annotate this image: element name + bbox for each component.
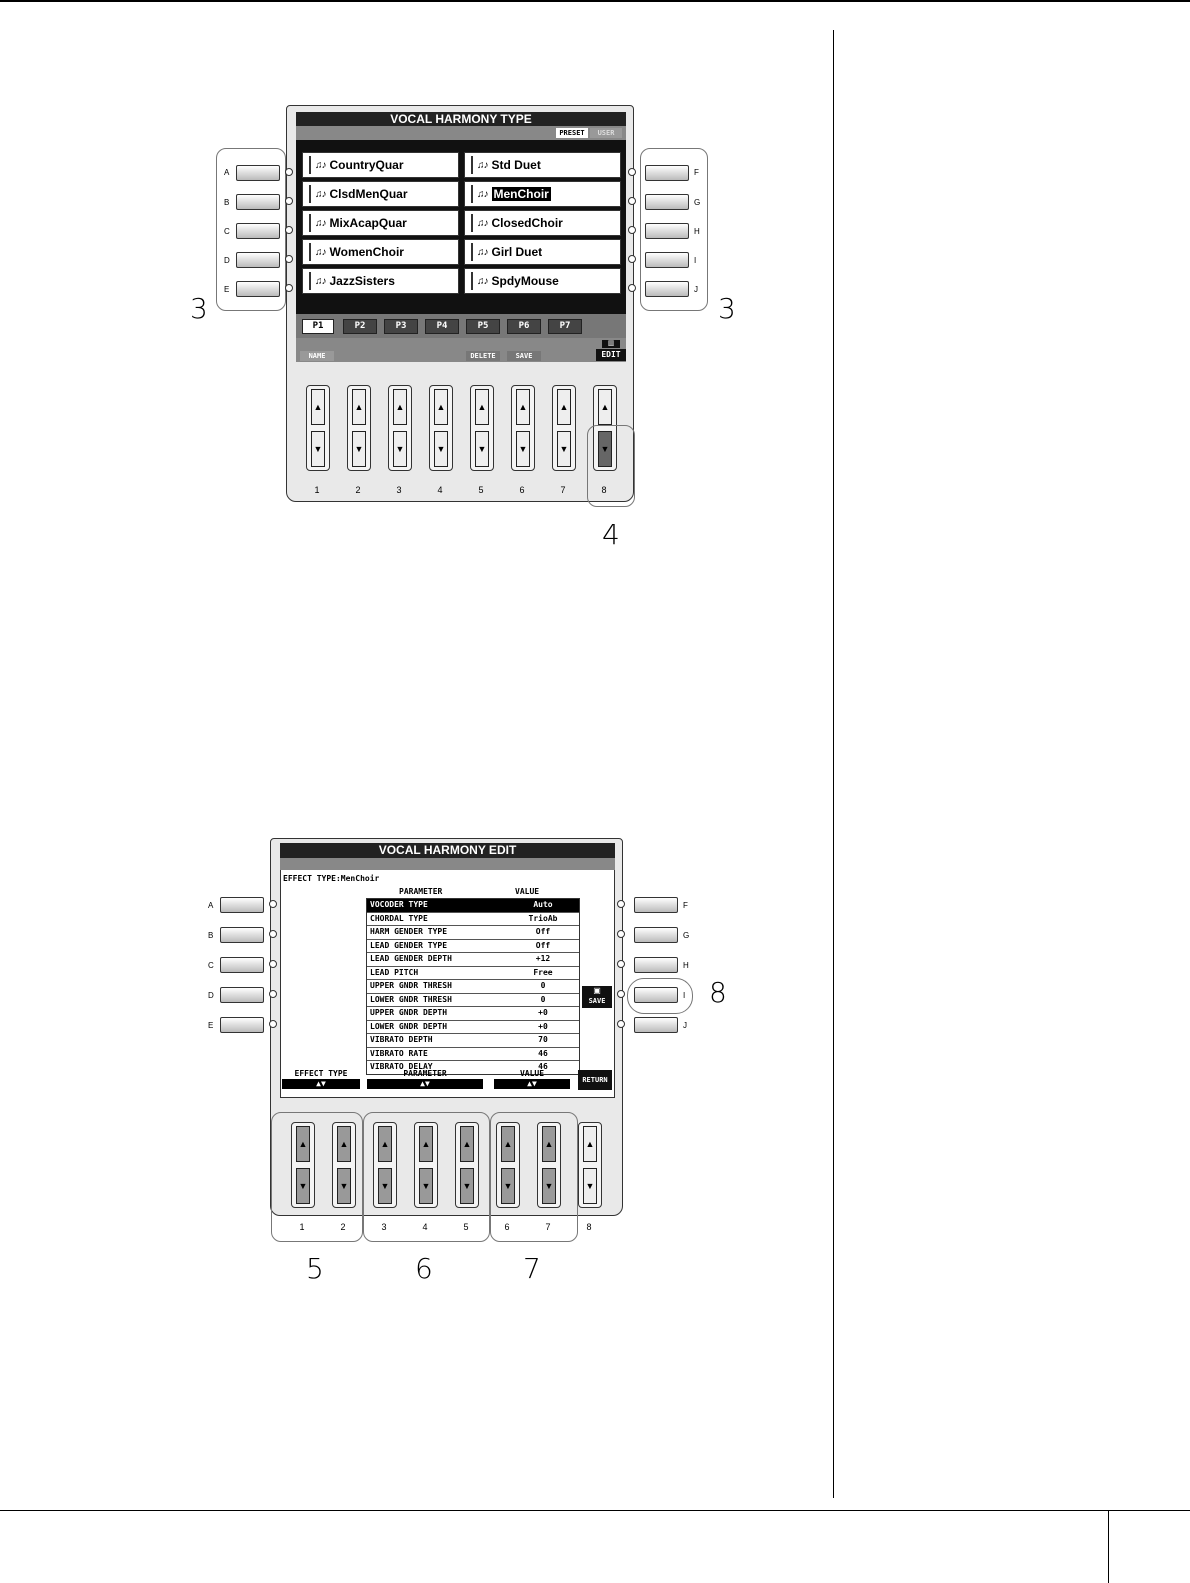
button-led xyxy=(617,930,625,938)
up-arrow-icon[interactable]: ▲ xyxy=(460,1126,474,1162)
table-row[interactable] xyxy=(367,1048,579,1062)
side-label: D xyxy=(208,991,214,1000)
down-arrow-icon[interactable]: ▼ xyxy=(516,431,530,467)
edit-button[interactable]: EDIT xyxy=(596,349,626,361)
param-name: VIBRATO DEPTH xyxy=(370,1035,433,1044)
side-label: J xyxy=(694,285,698,294)
param-value: +12 xyxy=(535,954,551,963)
callout-7: 7 xyxy=(523,1252,541,1285)
side-label: H xyxy=(683,961,689,970)
side-label: E xyxy=(224,285,230,294)
button-i[interactable] xyxy=(645,252,689,268)
param-value: Off xyxy=(535,940,551,950)
button-led xyxy=(285,255,293,263)
button-j[interactable] xyxy=(645,281,689,297)
voice-c[interactable] xyxy=(302,210,459,236)
button-h[interactable] xyxy=(645,223,689,239)
param-name: LEAD GENDER TYPE xyxy=(370,940,448,950)
up-arrow-icon[interactable]: ▲ xyxy=(378,1126,392,1162)
down-arrow-icon[interactable]: ▼ xyxy=(598,431,612,467)
param-value: Off xyxy=(535,927,551,936)
tab-p6[interactable]: P6 xyxy=(507,319,541,334)
slider-8[interactable] xyxy=(578,1122,602,1208)
table-row[interactable] xyxy=(367,953,579,967)
vocal-icon: ♫♪ xyxy=(477,275,488,287)
up-arrow-icon[interactable]: ▲ xyxy=(501,1126,515,1162)
slider-number: 8 xyxy=(601,485,607,495)
vocal-icon: ♫♪ xyxy=(477,159,488,171)
side-label: I xyxy=(694,256,697,265)
voice-bar xyxy=(471,214,473,232)
voice-d[interactable] xyxy=(302,239,459,265)
button-led xyxy=(269,1020,277,1028)
param-value: TrioAb xyxy=(528,913,558,923)
button-led xyxy=(285,197,293,205)
slider-1[interactable] xyxy=(306,385,330,471)
slider-number: 3 xyxy=(381,1222,387,1232)
up-arrow-icon[interactable]: ▲ xyxy=(598,389,612,425)
table-row[interactable] xyxy=(367,940,579,954)
param-value: 0 xyxy=(540,994,546,1004)
slider-number: 2 xyxy=(355,485,361,495)
parameter-arrows[interactable]: ▲▼ xyxy=(367,1079,483,1089)
table-row[interactable] xyxy=(367,967,579,981)
param-value: Free xyxy=(533,967,553,977)
side-label: F xyxy=(683,901,688,910)
side-label: J xyxy=(683,1021,687,1030)
button-b[interactable] xyxy=(236,194,280,210)
callout-3-left: 3 xyxy=(190,292,208,325)
param-name: LEAD PITCH xyxy=(370,967,419,977)
down-arrow-icon[interactable]: ▼ xyxy=(460,1168,474,1204)
voice-bar xyxy=(471,185,473,203)
slider-number: 3 xyxy=(396,485,402,495)
sliders-3-5-highlight xyxy=(363,1112,490,1242)
button-led xyxy=(269,930,277,938)
param-name: VIBRATO DELAY xyxy=(370,1062,433,1071)
slider-number: 1 xyxy=(314,485,320,495)
effect-type-line: EFFECT TYPE:MenChoir xyxy=(283,874,380,883)
slider-3[interactable] xyxy=(388,385,412,471)
slider-number: 6 xyxy=(519,485,525,495)
down-arrow-icon[interactable]: ▼ xyxy=(337,1168,351,1204)
button-g[interactable] xyxy=(645,194,689,210)
voice-name: JazzSisters xyxy=(329,274,395,288)
side-label: G xyxy=(694,198,701,207)
preset-tab[interactable]: PRESET xyxy=(556,128,588,138)
button-led xyxy=(628,284,636,292)
button-led xyxy=(617,900,625,908)
up-arrow-icon[interactable]: ▲ xyxy=(516,389,530,425)
voice-j[interactable] xyxy=(464,268,621,294)
tab-p5[interactable]: P5 xyxy=(466,319,500,334)
callout-5: 5 xyxy=(306,1252,324,1285)
up-arrow-icon[interactable]: ▲ xyxy=(311,389,325,425)
return-button[interactable]: RETURN xyxy=(578,1070,612,1090)
voice-bar xyxy=(309,214,311,232)
button-led xyxy=(269,990,277,998)
slider-8-highlight xyxy=(587,425,635,507)
down-arrow-icon[interactable]: ▼ xyxy=(296,1168,310,1204)
footer-divider xyxy=(1108,1510,1109,1583)
button-b[interactable] xyxy=(220,927,264,943)
slider-number: 5 xyxy=(463,1222,469,1232)
table-row[interactable] xyxy=(367,1034,579,1048)
up-arrow-icon[interactable]: ▲ xyxy=(337,1126,351,1162)
voice-bar xyxy=(309,185,311,203)
vocal-icon: ♫♪ xyxy=(315,159,326,171)
sliders-1-2-highlight xyxy=(271,1112,363,1242)
table-row[interactable] xyxy=(367,899,579,913)
side-label: C xyxy=(208,961,214,970)
button-led xyxy=(628,168,636,176)
button-j[interactable] xyxy=(634,1017,678,1033)
up-arrow-icon[interactable]: ▲ xyxy=(352,389,366,425)
delete-button[interactable]: DELETE xyxy=(466,351,500,361)
vocal-icon: ♫♪ xyxy=(315,188,326,200)
side-label: C xyxy=(224,227,230,236)
param-name: VIBRATO RATE xyxy=(370,1048,428,1058)
voice-name: ClsdMenQuar xyxy=(329,187,408,201)
column-divider xyxy=(833,30,834,1498)
vocal-icon: ♫♪ xyxy=(477,188,488,200)
slider-number: 4 xyxy=(422,1222,428,1232)
tab-p2[interactable]: P2 xyxy=(343,319,377,334)
slider-number: 4 xyxy=(437,485,443,495)
parameter-label: PARAMETER xyxy=(403,1069,447,1078)
slider-number: 1 xyxy=(299,1222,305,1232)
button-f[interactable] xyxy=(645,165,689,181)
voice-name: MenChoir xyxy=(493,187,549,201)
voice-name: SpdyMouse xyxy=(491,274,559,288)
up-arrow-icon[interactable]: ▲ xyxy=(557,389,571,425)
button-h[interactable] xyxy=(634,957,678,973)
slider-number: 7 xyxy=(560,485,566,495)
vocal-icon: ♫♪ xyxy=(477,246,488,258)
side-label: B xyxy=(224,198,230,207)
button-led xyxy=(628,197,636,205)
parameter-table xyxy=(366,898,580,1075)
slider-number: 5 xyxy=(478,485,484,495)
param-value: 70 xyxy=(538,1035,548,1044)
book-icon: ▥ xyxy=(602,340,620,348)
effect-type-label: EFFECT TYPE xyxy=(294,1069,348,1078)
sliders-6-7-highlight xyxy=(490,1112,578,1242)
value-header: VALUE xyxy=(515,887,540,896)
voice-g-selected[interactable] xyxy=(464,181,621,207)
value-label: VALUE xyxy=(519,1069,545,1078)
button-i-highlight xyxy=(627,978,693,1014)
param-name: UPPER GNDR THRESH xyxy=(370,981,452,990)
button-a[interactable] xyxy=(220,897,264,913)
screen-title: VOCAL HARMONY EDIT xyxy=(280,843,615,858)
voice-name: CountryQuar xyxy=(329,158,404,172)
up-arrow-icon[interactable]: ▲ xyxy=(296,1126,310,1162)
tab-p1[interactable]: P1 xyxy=(302,319,334,334)
button-led xyxy=(269,960,277,968)
side-label: D xyxy=(224,256,230,265)
side-label: H xyxy=(694,227,700,236)
voice-h[interactable] xyxy=(464,210,621,236)
parameter-header: PARAMETER xyxy=(399,887,443,896)
user-tab[interactable]: USER xyxy=(590,128,622,138)
voice-b[interactable] xyxy=(302,181,459,207)
down-arrow-icon[interactable]: ▼ xyxy=(542,1168,556,1204)
vocal-icon: ♫♪ xyxy=(315,246,326,258)
down-arrow-icon[interactable]: ▼ xyxy=(378,1168,392,1204)
disk-icon: ▣ xyxy=(593,986,601,995)
tab-p7[interactable]: P7 xyxy=(548,319,582,334)
down-arrow-icon[interactable]: ▼ xyxy=(557,431,571,467)
side-label: I xyxy=(683,991,686,1000)
voice-e[interactable] xyxy=(302,268,459,294)
effect-type-arrows[interactable]: ▲▼ xyxy=(282,1079,360,1089)
button-f[interactable] xyxy=(634,897,678,913)
param-name: VOCODER TYPE xyxy=(370,900,428,909)
voice-a[interactable] xyxy=(302,152,459,178)
param-name: CHORDAL TYPE xyxy=(370,913,428,923)
slider-number: 2 xyxy=(340,1222,346,1232)
down-arrow-icon[interactable]: ▼ xyxy=(352,431,366,467)
voice-f[interactable] xyxy=(464,152,621,178)
save-button[interactable]: SAVE xyxy=(507,351,541,361)
down-arrow-icon[interactable]: ▼ xyxy=(583,1168,597,1204)
voice-name: Girl Duet xyxy=(491,245,543,259)
slider-6[interactable] xyxy=(511,385,535,471)
button-led xyxy=(617,1020,625,1028)
up-arrow-icon[interactable]: ▲ xyxy=(434,389,448,425)
up-arrow-icon[interactable]: ▲ xyxy=(542,1126,556,1162)
button-c[interactable] xyxy=(236,223,280,239)
side-label: B xyxy=(208,931,214,940)
side-label: G xyxy=(683,931,690,940)
table-row[interactable] xyxy=(367,980,579,994)
title-band xyxy=(280,858,615,870)
save-label: SAVE xyxy=(588,997,606,1005)
voice-name: Std Duet xyxy=(491,158,541,172)
down-arrow-icon[interactable]: ▼ xyxy=(475,431,489,467)
tab-p3[interactable]: P3 xyxy=(384,319,418,334)
param-name: LOWER GNDR DEPTH xyxy=(370,1021,448,1031)
vocal-icon: ♫♪ xyxy=(315,217,326,229)
value-arrows[interactable]: ▲▼ xyxy=(494,1079,570,1089)
slider-7[interactable] xyxy=(552,385,576,471)
table-row[interactable] xyxy=(367,1021,579,1035)
voice-bar xyxy=(309,156,311,174)
button-led xyxy=(617,960,625,968)
up-arrow-icon[interactable]: ▲ xyxy=(475,389,489,425)
button-a[interactable] xyxy=(236,165,280,181)
param-name: UPPER GNDR DEPTH xyxy=(370,1008,448,1017)
top-rule xyxy=(0,0,1190,2)
param-value: +0 xyxy=(538,1008,548,1017)
param-value: 0 xyxy=(540,981,546,990)
table-row[interactable] xyxy=(367,926,579,940)
callout-8: 8 xyxy=(709,976,727,1009)
table-row[interactable] xyxy=(367,994,579,1008)
voice-bar xyxy=(471,243,473,261)
voice-bar xyxy=(309,272,311,290)
button-led xyxy=(269,900,277,908)
voice-bar xyxy=(471,156,473,174)
up-arrow-icon[interactable]: ▲ xyxy=(419,1126,433,1162)
slider-5[interactable] xyxy=(470,385,494,471)
up-arrow-icon[interactable]: ▲ xyxy=(393,389,407,425)
down-arrow-icon[interactable]: ▼ xyxy=(501,1168,515,1204)
button-led xyxy=(285,284,293,292)
side-label: F xyxy=(694,168,699,177)
up-arrow-icon[interactable]: ▲ xyxy=(583,1126,597,1162)
slider-number: 6 xyxy=(504,1222,510,1232)
button-led xyxy=(617,990,625,998)
voice-name: WomenChoir xyxy=(329,245,404,259)
vocal-icon: ♫♪ xyxy=(477,217,488,229)
button-led xyxy=(628,226,636,234)
slider-2[interactable] xyxy=(347,385,371,471)
voice-name: MixAcapQuar xyxy=(329,216,407,230)
param-value: Auto xyxy=(533,900,553,909)
side-label: E xyxy=(208,1021,214,1030)
table-row[interactable] xyxy=(367,913,579,927)
callout-3-right: 3 xyxy=(718,292,736,325)
down-arrow-icon[interactable]: ▼ xyxy=(419,1168,433,1204)
slider-4[interactable] xyxy=(429,385,453,471)
button-e[interactable] xyxy=(236,281,280,297)
button-e[interactable] xyxy=(220,1017,264,1033)
voice-name: ClosedChoir xyxy=(491,216,563,230)
param-name: HARM GENDER TYPE xyxy=(370,927,448,936)
voice-i[interactable] xyxy=(464,239,621,265)
voice-bar xyxy=(471,272,473,290)
param-name: LOWER GNDR THRESH xyxy=(370,994,452,1004)
button-d[interactable] xyxy=(220,987,264,1003)
slider-number: 8 xyxy=(586,1222,592,1232)
down-arrow-icon[interactable]: ▼ xyxy=(393,431,407,467)
table-row[interactable] xyxy=(367,1007,579,1021)
button-led xyxy=(285,226,293,234)
save-button[interactable] xyxy=(582,986,612,1008)
button-led xyxy=(285,168,293,176)
slider-number: 7 xyxy=(545,1222,551,1232)
param-value: 46 xyxy=(538,1062,548,1071)
callout-6: 6 xyxy=(415,1252,433,1285)
callout-4: 4 xyxy=(602,518,620,551)
vocal-icon: ♫♪ xyxy=(315,275,326,287)
tab-p4[interactable]: P4 xyxy=(425,319,459,334)
screen-title: VOCAL HARMONY TYPE xyxy=(296,112,626,126)
param-value: 46 xyxy=(538,1048,548,1058)
button-c[interactable] xyxy=(220,957,264,973)
function-bar xyxy=(296,338,626,362)
button-d[interactable] xyxy=(236,252,280,268)
voice-bar xyxy=(309,243,311,261)
side-label: A xyxy=(224,168,230,177)
button-led xyxy=(628,255,636,263)
param-name: LEAD GENDER DEPTH xyxy=(370,954,452,963)
param-value: +0 xyxy=(538,1021,548,1031)
down-arrow-icon[interactable]: ▼ xyxy=(434,431,448,467)
button-g[interactable] xyxy=(634,927,678,943)
bottom-rule xyxy=(0,1510,1190,1511)
down-arrow-icon[interactable]: ▼ xyxy=(311,431,325,467)
name-button[interactable]: NAME xyxy=(300,351,334,361)
side-label: A xyxy=(208,901,214,910)
